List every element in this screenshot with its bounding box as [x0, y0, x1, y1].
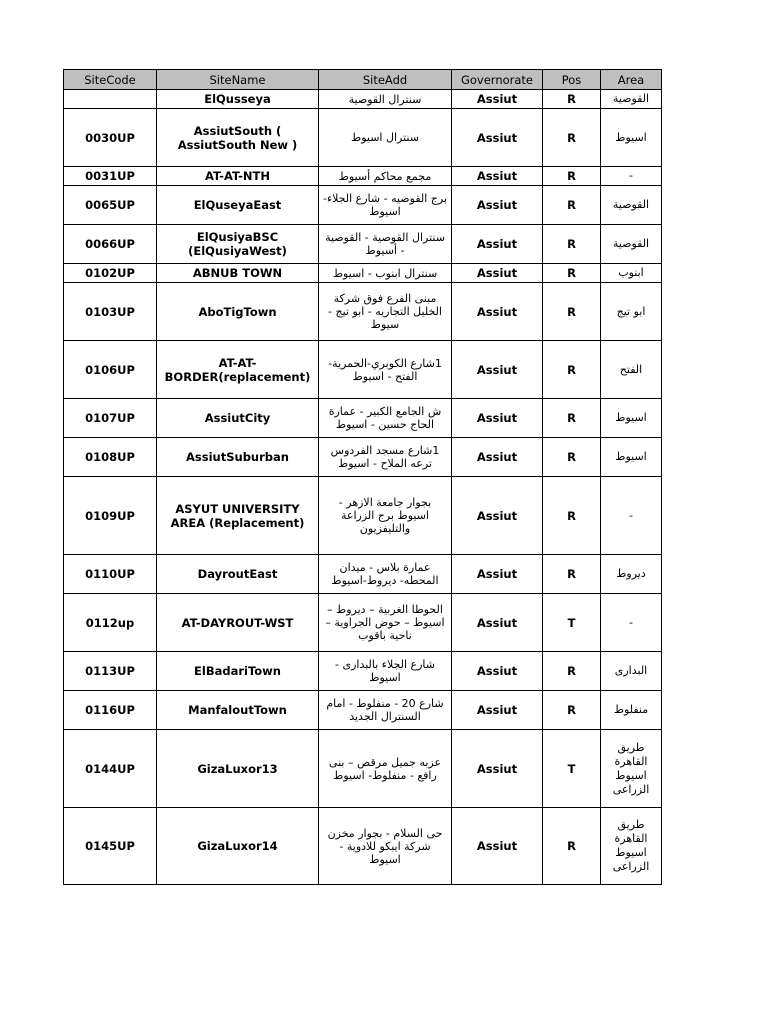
cell-siteadd: مجمع محاكم أسيوط [319, 167, 452, 186]
table-row [64, 341, 662, 399]
cell-pos: R [543, 652, 601, 691]
cell-governorate: Assiut [452, 477, 543, 555]
cell-governorate: Assiut [452, 438, 543, 477]
cell-sitecode: 0145UP [64, 808, 157, 885]
cell-governorate: Assiut [452, 90, 543, 109]
cell-sitecode: 0066UP [64, 225, 157, 264]
cell-pos: R [543, 477, 601, 555]
cell-sitecode: 0110UP [64, 555, 157, 594]
table-row [64, 691, 662, 730]
table-row [64, 808, 662, 885]
cell-siteadd: حى السلام - بجوار مخزن شركة ايبكو للادوية - اسيوط [319, 808, 452, 885]
cell-sitecode: 0106UP [64, 341, 157, 399]
cell-siteadd: سنترال القوصية - القوصية - أسيوط [319, 225, 452, 264]
header-sitecode: SiteCode [64, 70, 157, 90]
cell-sitecode: 0112up [64, 594, 157, 652]
cell-area: البدارى [601, 652, 662, 691]
cell-siteadd: شارع 20 - منفلوط - امام السنترال الجديد [319, 691, 452, 730]
cell-siteadd: عمارة بلاس - ميدان المحطه- ديروط-اسيوط [319, 555, 452, 594]
cell-sitename: AboTigTown [157, 283, 319, 341]
cell-area: اسيوط [601, 109, 662, 167]
cell-sitecode: 0113UP [64, 652, 157, 691]
cell-governorate: Assiut [452, 555, 543, 594]
cell-sitename: AT-DAYROUT-WST [157, 594, 319, 652]
cell-area: القوصية [601, 225, 662, 264]
cell-sitecode [64, 90, 157, 109]
cell-sitecode: 0103UP [64, 283, 157, 341]
cell-governorate: Assiut [452, 109, 543, 167]
cell-sitename: GizaLuxor13 [157, 730, 319, 808]
cell-governorate: Assiut [452, 691, 543, 730]
cell-governorate: Assiut [452, 399, 543, 438]
cell-siteadd: بجوار جامعة الازهر - اسيوط برج الزراعة والتليفزيون [319, 477, 452, 555]
table-row [64, 594, 662, 652]
cell-area: - [601, 167, 662, 186]
cell-sitecode: 0107UP [64, 399, 157, 438]
cell-area: ابو تيج [601, 283, 662, 341]
cell-area: القوصية [601, 90, 662, 109]
cell-pos: R [543, 109, 601, 167]
cell-sitecode: 0116UP [64, 691, 157, 730]
cell-siteadd: عزبه جميل مرقص – بنى رافع - منفلوط- اسيوط [319, 730, 452, 808]
cell-siteadd: 1شارع مسجد الفردوس ترعه الملاح - اسيوط [319, 438, 452, 477]
cell-sitecode: 0109UP [64, 477, 157, 555]
cell-sitename: ABNUB TOWN [157, 264, 319, 283]
cell-sitecode: 0102UP [64, 264, 157, 283]
cell-area: منفلوط [601, 691, 662, 730]
cell-governorate: Assiut [452, 341, 543, 399]
cell-pos: R [543, 691, 601, 730]
cell-siteadd: الحوطا الغربية – ديروط – اسيوط – حوض الجراوية – ناحية باقوب [319, 594, 452, 652]
site-table [63, 69, 662, 885]
table-row [64, 264, 662, 283]
cell-sitename: ManfaloutTown [157, 691, 319, 730]
header-row [64, 70, 662, 90]
cell-governorate: Assiut [452, 167, 543, 186]
cell-area: القوصية [601, 186, 662, 225]
cell-pos: R [543, 167, 601, 186]
table-row [64, 652, 662, 691]
cell-area: الفتح [601, 341, 662, 399]
cell-sitecode: 0065UP [64, 186, 157, 225]
cell-area: ابنوب [601, 264, 662, 283]
cell-pos: R [543, 225, 601, 264]
cell-siteadd: مبنى الفرع فوق شركة الخليل التجاريه - ابو تيج - سيوط [319, 283, 452, 341]
table-row [64, 555, 662, 594]
cell-area: اسيوط [601, 399, 662, 438]
cell-governorate: Assiut [452, 808, 543, 885]
cell-pos: R [543, 399, 601, 438]
cell-governorate: Assiut [452, 264, 543, 283]
cell-sitename: AT-AT-BORDER(replacement) [157, 341, 319, 399]
table-row [64, 167, 662, 186]
cell-sitename: ElQusiyaBSC (ElQusiyaWest) [157, 225, 319, 264]
cell-pos: R [543, 264, 601, 283]
cell-governorate: Assiut [452, 283, 543, 341]
cell-siteadd: برج القوصيه - شارع الجلاء- اسيوط [319, 186, 452, 225]
cell-pos: R [543, 438, 601, 477]
cell-governorate: Assiut [452, 730, 543, 808]
cell-governorate: Assiut [452, 225, 543, 264]
cell-area: طريق القاهرة اسيوط الزراعى [601, 730, 662, 808]
cell-area: - [601, 477, 662, 555]
cell-sitename: DayroutEast [157, 555, 319, 594]
cell-siteadd: شارع الجلاء بالبدارى - اسيوط [319, 652, 452, 691]
cell-sitename: AssiutSuburban [157, 438, 319, 477]
cell-siteadd: سنترال القوصية [319, 90, 452, 109]
header-siteadd: SiteAdd [319, 70, 452, 90]
cell-siteadd: سنترال اسيوط [319, 109, 452, 167]
header-governorate: Governorate [452, 70, 543, 90]
header-sitename: SiteName [157, 70, 319, 90]
cell-sitename: AssiutCity [157, 399, 319, 438]
table-row [64, 186, 662, 225]
cell-sitecode: 0030UP [64, 109, 157, 167]
cell-pos: R [543, 341, 601, 399]
table-row [64, 283, 662, 341]
cell-pos: R [543, 808, 601, 885]
cell-governorate: Assiut [452, 594, 543, 652]
cell-sitename: GizaLuxor14 [157, 808, 319, 885]
table-row [64, 399, 662, 438]
cell-sitecode: 0144UP [64, 730, 157, 808]
cell-sitename: AssiutSouth ( AssiutSouth New ) [157, 109, 319, 167]
cell-sitename: AT-AT-NTH [157, 167, 319, 186]
table-row [64, 90, 662, 109]
cell-area: ديروط [601, 555, 662, 594]
site-table-container [63, 69, 661, 885]
cell-pos: T [543, 730, 601, 808]
table-row [64, 109, 662, 167]
cell-area: طريق القاهرة اسيوط الزراعى [601, 808, 662, 885]
cell-siteadd: 1شارع الكوبري-الحمرية- الفتح - اسيوط [319, 341, 452, 399]
table-row [64, 438, 662, 477]
cell-area: اسيوط [601, 438, 662, 477]
table-row [64, 477, 662, 555]
cell-governorate: Assiut [452, 186, 543, 225]
header-pos: Pos [543, 70, 601, 90]
cell-sitename: ElQuseyaEast [157, 186, 319, 225]
cell-pos: R [543, 186, 601, 225]
cell-governorate: Assiut [452, 652, 543, 691]
cell-sitename: ElQusseya [157, 90, 319, 109]
cell-pos: T [543, 594, 601, 652]
cell-sitecode: 0031UP [64, 167, 157, 186]
cell-sitename: ElBadariTown [157, 652, 319, 691]
cell-pos: R [543, 90, 601, 109]
cell-pos: R [543, 555, 601, 594]
table-row [64, 225, 662, 264]
cell-siteadd: سنترال ابنوب - اسيوط [319, 264, 452, 283]
cell-sitecode: 0108UP [64, 438, 157, 477]
cell-area: - [601, 594, 662, 652]
cell-pos: R [543, 283, 601, 341]
header-area: Area [601, 70, 662, 90]
table-row [64, 730, 662, 808]
cell-sitename: ASYUT UNIVERSITY AREA (Replacement) [157, 477, 319, 555]
cell-siteadd: ش الجامع الكبير - عمارة الحاج حسين - اسيوط [319, 399, 452, 438]
